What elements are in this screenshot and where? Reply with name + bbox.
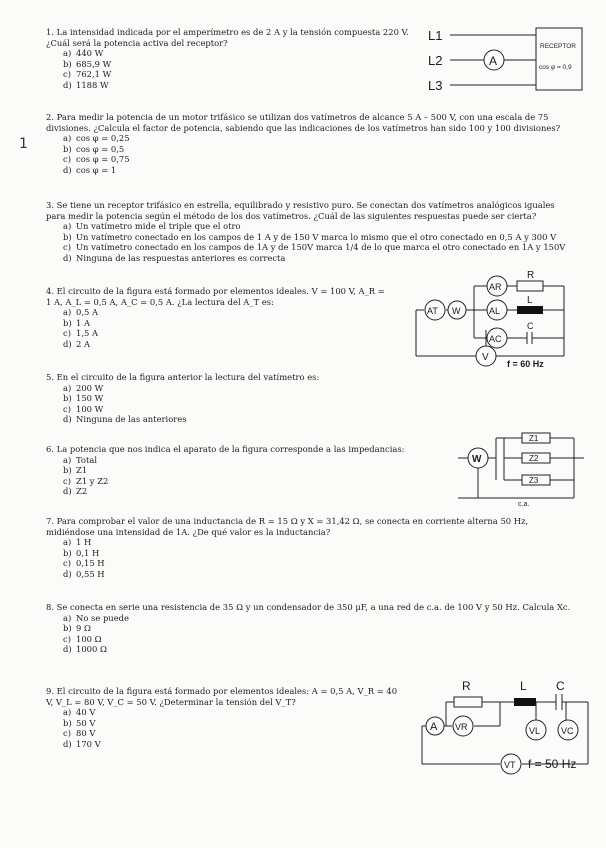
question-stem: 3. Se tiene un receptor trifásico en estrella, equilibrado y resistivo puro. Se conectan dos vatímetros analógicos iguales para medir la potencia según el método de los dos vatímetros. ¿Cuál de las siguientes respuestas puede ser cierta? xyxy=(46,200,555,221)
option-c[interactable]: c) 762,1 W xyxy=(63,69,112,80)
option-b[interactable]: b) 0,1 H xyxy=(63,547,100,558)
question-1 xyxy=(46,27,416,91)
option-b[interactable]: b) 150 W xyxy=(63,393,104,404)
option-b[interactable]: b) 685,9 W xyxy=(63,58,112,69)
option-c[interactable]: c) 1,5 A xyxy=(63,328,99,339)
receptor-box xyxy=(536,28,582,90)
supply-label: c.a. xyxy=(518,501,530,508)
option-c[interactable]: c) cos φ = 0,75 xyxy=(63,154,130,165)
option-a[interactable]: a) Un vatímetro mide el triple que el otro xyxy=(63,221,241,232)
option-d[interactable]: d) 2 A xyxy=(63,338,91,349)
voltmeter-vr-label: VR xyxy=(455,722,468,732)
question-3 xyxy=(46,200,576,264)
option-d[interactable]: d) 1000 Ω xyxy=(63,644,107,655)
option-d[interactable]: d) Z2 xyxy=(63,486,88,497)
option-a[interactable]: a) 40 V xyxy=(63,707,96,718)
power-factor-label: cos φ = 0,9 xyxy=(539,64,572,71)
question-8 xyxy=(46,602,576,655)
option-c[interactable]: c) Z1 y Z2 xyxy=(63,475,109,486)
margin-mark: 1 xyxy=(19,136,28,152)
question-stem: 7. Para comprobar el valor de una inductancia de R = 15 Ω y X = 31,42 Ω, se conecta en corriente alterna 50 Hz, midiéndose una intensidad de 1A. ¿De qué valor es la inductancia? xyxy=(46,516,529,537)
figure-impedances-wattmeter xyxy=(456,428,586,508)
option-d[interactable]: d) Ninguna de las respuestas anteriores es correcta xyxy=(63,252,286,263)
question-2 xyxy=(46,112,576,176)
option-d[interactable]: d) 0,55 H xyxy=(63,568,105,579)
frequency-label: f = 50 Hz xyxy=(528,757,577,771)
question-5 xyxy=(46,372,386,425)
receptor-label: RECEPTOR xyxy=(540,43,576,50)
option-b[interactable]: b) 9 Ω xyxy=(63,623,91,634)
voltmeter-vt-label: VT xyxy=(504,760,516,770)
voltmeter-label: V xyxy=(482,352,489,363)
figure-three-phase-receptor xyxy=(426,24,586,96)
ammeter-label: A xyxy=(489,54,498,68)
question-7 xyxy=(46,516,576,580)
question-6 xyxy=(46,444,426,497)
option-a[interactable]: a) Total xyxy=(63,454,98,465)
question-stem: 6. La potencia que nos indica el aparato de la figura corresponde a las impedancias: xyxy=(46,444,405,454)
question-stem: 8. Se conecta en serie una resistencia de 35 Ω y un condensador de 350 μF, a una red de c.a. de 100 V y 50 Hz. Calcula Xc. xyxy=(46,602,571,612)
label-l2: L2 xyxy=(428,53,443,68)
question-9 xyxy=(46,686,406,750)
option-a[interactable]: a) No se puede xyxy=(63,612,129,623)
option-d[interactable]: d) cos φ = 1 xyxy=(63,164,117,175)
meter-al-label: AL xyxy=(489,306,501,316)
inductor-symbol xyxy=(514,698,536,706)
wattmeter-label: W xyxy=(472,454,482,465)
option-b[interactable]: b) Z1 xyxy=(63,465,88,476)
option-b[interactable]: b) 1 A xyxy=(63,317,91,328)
question-stem: 2. Para medir la potencia de un motor trifásico se utilizan dos vatímetros de alcance 5 A – 500 V, con una escala de 75 divisiones. ¿Calcula el factor de potencia, sabiendo que las indicaciones de los vatímetros han sido 100 y 100 divisiones? xyxy=(46,112,561,133)
option-c[interactable]: c) 0,15 H xyxy=(63,558,105,569)
option-a[interactable]: a) 200 W xyxy=(63,382,104,393)
ammeter-label: A xyxy=(430,721,438,733)
question-stem: 4. El circuito de la figura está formado por elementos ideales. V = 100 V, A_R = 1 A, A_L = 0,5 A, A_C = 0,5 A. ¿La lectura del A_T es: xyxy=(46,286,385,307)
option-b[interactable]: b) Un vatímetro conectado en los campos de 1 A y de 150 V marca lo mismo que el otro conectado en 0,5 A y 300 V xyxy=(63,231,557,242)
option-c[interactable]: c) Un vatímetro conectado en los campos de 1A y de 150V marca 1/4 de lo que marca el otro conectado en 1A y 150V xyxy=(63,242,566,253)
label-l3: L3 xyxy=(428,78,443,93)
figure-parallel-rlc-meters xyxy=(412,270,582,370)
inductor-symbol xyxy=(517,306,543,314)
option-d[interactable]: d) 170 V xyxy=(63,738,101,749)
option-a[interactable]: a) cos φ = 0,25 xyxy=(63,133,130,144)
figure-series-rlc-meters xyxy=(418,676,594,776)
option-b[interactable]: b) cos φ = 0,5 xyxy=(63,143,125,154)
option-b[interactable]: b) 50 V xyxy=(63,717,96,728)
wattmeter-label: W xyxy=(452,306,461,316)
voltmeter-vl-label: VL xyxy=(529,726,541,736)
impedance-z1-label: Z1 xyxy=(529,434,539,443)
question-4 xyxy=(46,286,386,350)
meter-ac-label: AC xyxy=(489,334,502,344)
option-d[interactable]: d) 1188 W xyxy=(63,79,109,90)
label-l1: L1 xyxy=(428,28,443,43)
option-a[interactable]: a) 0,5 A xyxy=(63,307,99,318)
meter-at-label: AT xyxy=(427,306,438,316)
inductor-label: L xyxy=(527,295,533,306)
option-c[interactable]: c) 100 W xyxy=(63,403,104,414)
frequency-label: f = 60 Hz xyxy=(507,359,544,369)
resistor-label: R xyxy=(527,270,535,281)
meter-ar-label: AR xyxy=(489,282,502,292)
inductor-label: L xyxy=(520,679,527,693)
impedance-z3-label: Z3 xyxy=(529,476,539,485)
capacitor-label: C xyxy=(556,679,565,693)
resistor-label: R xyxy=(462,679,471,693)
impedance-z2-label: Z2 xyxy=(529,454,539,463)
question-stem: 5. En el circuito de la figura anterior la lectura del vatímetro es: xyxy=(46,372,320,382)
voltmeter-vc-label: VC xyxy=(561,726,574,736)
option-d[interactable]: d) Ninguna de las anteriores xyxy=(63,414,187,425)
option-a[interactable]: a) 1 H xyxy=(63,537,92,548)
option-c[interactable]: c) 80 V xyxy=(63,728,96,739)
option-c[interactable]: c) 100 Ω xyxy=(63,633,102,644)
option-a[interactable]: a) 440 W xyxy=(63,48,104,59)
question-stem: 1. La intensidad indicada por el amperímetro es de 2 A y la tensión compuesta 220 V. ¿Cuál será la potencia activa del receptor? xyxy=(46,27,409,48)
capacitor-label: C xyxy=(527,321,534,331)
question-stem: 9. El circuito de la figura está formado por elementos ideales: A = 0,5 A, V_R = 40 V, V_L = 80 V, V_C = 50 V. ¿Determinar la tensión del V_T? xyxy=(46,686,398,707)
